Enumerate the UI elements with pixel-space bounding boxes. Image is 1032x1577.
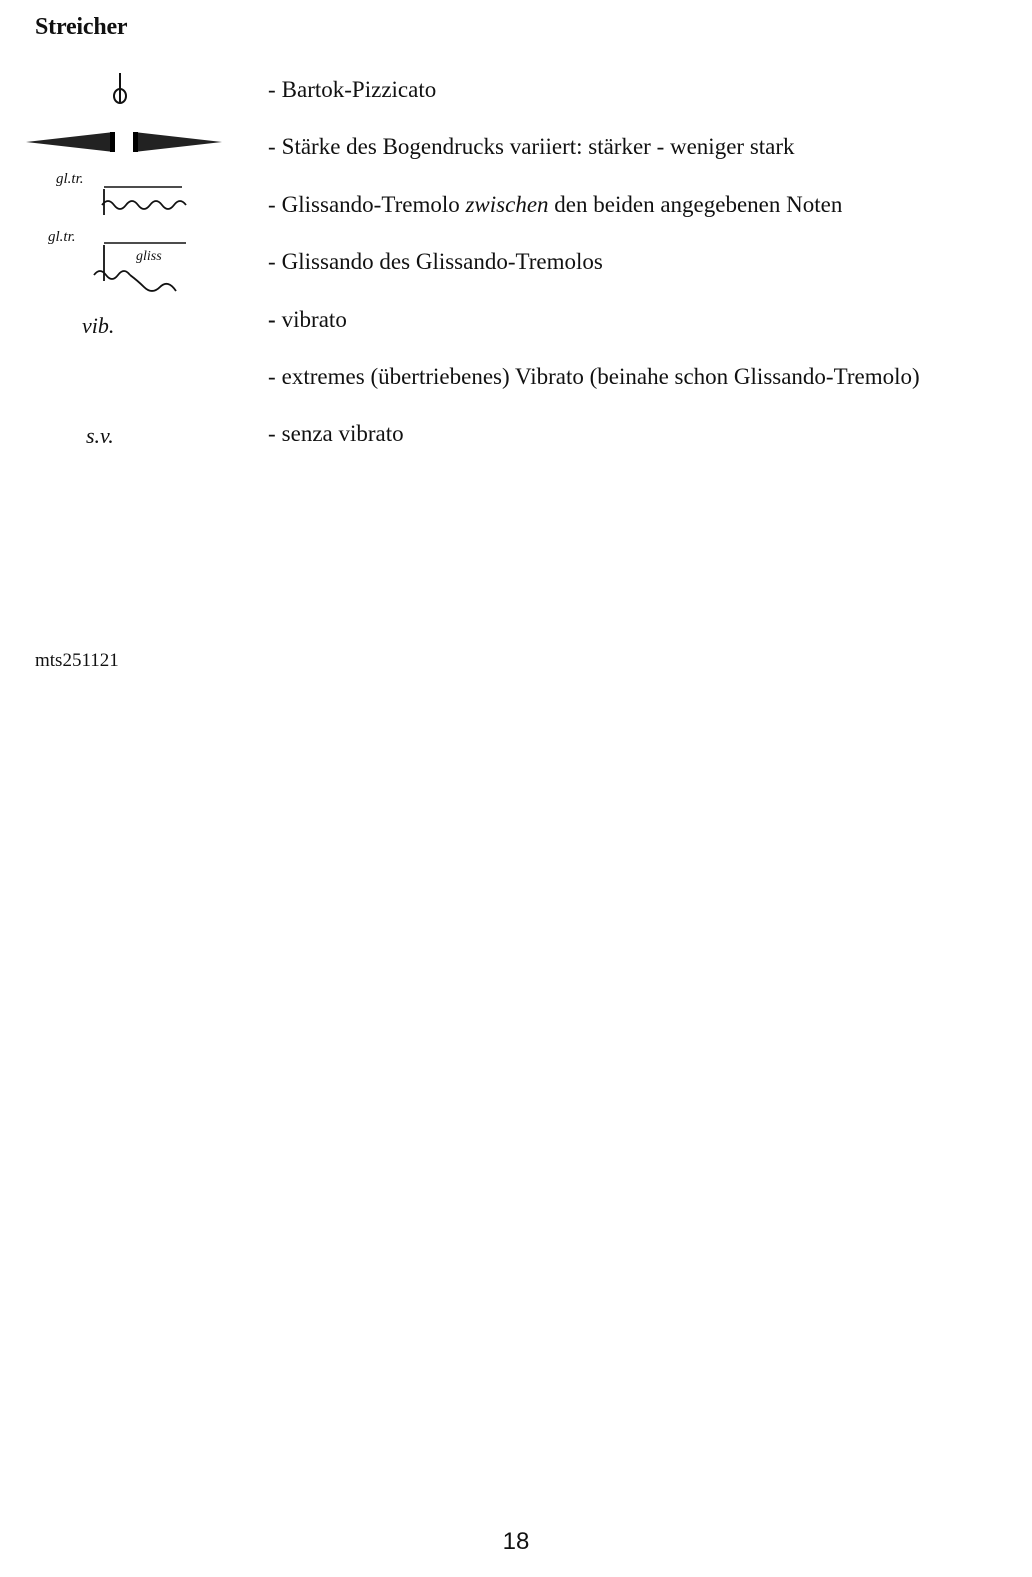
gliss-trem-label-2: gl.tr.	[48, 229, 76, 245]
entry-senza-vibrato: - senza vibrato	[268, 421, 404, 446]
gliss-trem-label: gl.tr.	[56, 171, 84, 187]
vibrato-handwritten: vib.	[82, 313, 115, 338]
entry-glissando-of-glissando-tremolo: - Glissando des Glissando-Tremolos	[268, 249, 603, 274]
bartok-pizzicato-symbol	[108, 71, 132, 111]
glissando-of-glissando-tremolo-symbol	[48, 225, 218, 305]
page-number: 18	[502, 1528, 530, 1555]
entry-extreme-vibrato: - extremes (übertriebenes) Vibrato (beinahe schon Glissando-Tremolo)	[268, 364, 920, 389]
gliss-sublabel: gliss	[136, 249, 162, 264]
entry-bartok-pizzicato: - Bartok-Pizzicato	[268, 77, 437, 102]
extreme-vibrato-symbol	[30, 361, 220, 391]
entry-bow-pressure: - Stärke des Bogendrucks variiert: stärker - weniger stark	[268, 134, 795, 159]
section-heading: Streicher	[35, 14, 128, 40]
entry-glissando-tremolo: - Glissando-Tremolo zwischen den beiden angegebenen Noten	[268, 192, 843, 217]
glissando-tremolo-symbol	[56, 171, 226, 223]
bow-pressure-wedges-symbol	[24, 129, 224, 155]
symbol-column	[20, 65, 230, 465]
document-code: mts251121	[35, 650, 119, 671]
entry-vibrato: - vibrato	[268, 307, 347, 332]
senza-vibrato-handwritten: s.v.	[86, 423, 114, 448]
emphasis-zwischen: zwischen	[465, 192, 549, 217]
